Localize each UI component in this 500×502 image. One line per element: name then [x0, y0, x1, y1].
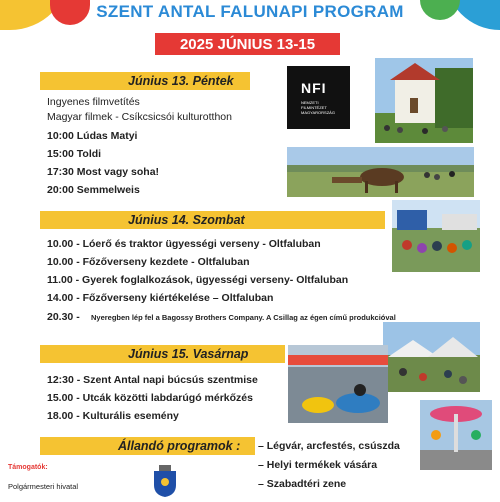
nfi-logo-mark: NFI: [301, 80, 327, 96]
schedule-item-text: Nyeregben lép fel a Bagossy Brothers Company. A Csillag az égen című produkcióval: [91, 313, 396, 322]
day3-heading: Június 15. Vasárnap: [128, 347, 249, 361]
nfi-logo: [287, 66, 350, 129]
schedule-item: 18.00 - Kulturális esemény: [47, 410, 179, 422]
coat-of-arms-icon: [152, 465, 178, 497]
day1-intro: Magyar filmek - Csíkcsicsói kulturotthon: [47, 111, 232, 123]
event-dates: 2025 JÚNIUS 13-15: [155, 33, 340, 55]
schedule-item: 20:00 Semmelweis: [47, 184, 140, 196]
nfi-logo-text: NEMZETI FILMINTÉZET MAGYARORSZÁG: [301, 100, 335, 115]
day1-heading: Június 13. Péntek: [128, 74, 234, 88]
schedule-item: 15.00 - Utcák közötti labdarúgó mérkőzés: [47, 392, 253, 404]
carousel-photo: [420, 400, 492, 470]
permanent-item: – Légvár, arcfestés, csúszda: [258, 440, 400, 452]
permanent-heading: Állandó programok :: [118, 439, 241, 453]
schedule-item-time: 20.30 -: [47, 311, 80, 323]
supporter-name: Polgármesteri hivatal: [8, 482, 79, 491]
day2-heading: Június 14. Szombat: [128, 213, 245, 227]
schedule-item: 14.00 - Főzőverseny kiértékelése – Oltfaluban: [47, 292, 274, 304]
schedule-item: 12:30 - Szent Antal napi búcsús szentmise: [47, 374, 258, 386]
church-photo: [375, 58, 473, 143]
market-photo: [383, 322, 480, 392]
schedule-item: 17:30 Most vagy soha!: [47, 166, 160, 178]
page-title: SZENT ANTAL FALUNAPI PROGRAM: [96, 2, 404, 21]
schedule-item: 11.00 - Gyerek foglalkozások, ügyességi verseny- Oltfaluban: [47, 274, 349, 286]
supporters-label: Támogatók:: [8, 464, 48, 471]
schedule-item: 10.00 - Főzőverseny kezdete - Oltfaluban: [47, 256, 250, 268]
day1-intro: Ingyenes filmvetítés: [47, 96, 140, 108]
permanent-item: – Szabadtéri zene: [258, 478, 347, 490]
horse-photo: [287, 147, 474, 197]
crowd-photo: [392, 200, 480, 272]
permanent-item: – Helyi termékek vására: [258, 459, 378, 471]
schedule-item: 15:00 Toldi: [47, 148, 102, 160]
schedule-item: 10:00 Lúdas Matyi: [47, 130, 138, 142]
bumper-cars-photo: [288, 345, 388, 423]
schedule-item: 10.00 - Lóerő és traktor ügyességi verseny - Oltfaluban: [47, 238, 321, 250]
